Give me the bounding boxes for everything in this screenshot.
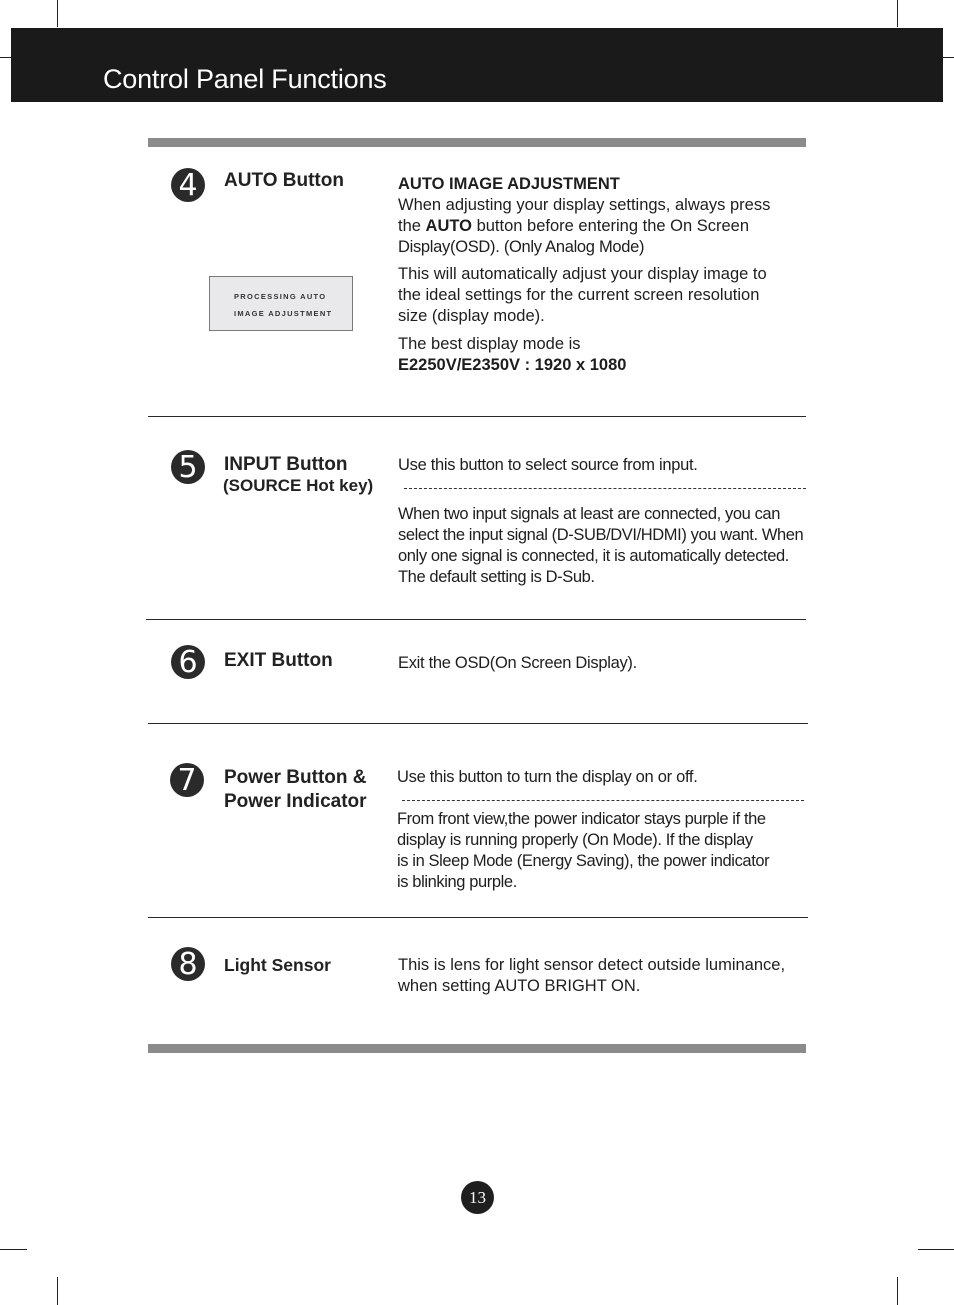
- text-line: The best display mode is: [398, 335, 581, 353]
- section-title-light-sensor: Light Sensor: [224, 955, 331, 975]
- osd-line: IMAGE ADJUSTMENT: [234, 309, 333, 318]
- section-subtitle: (SOURCE Hot key): [223, 476, 374, 495]
- section-title-power: [224, 766, 367, 814]
- text-line: Display(OSD). (Only Analog Mode): [398, 238, 645, 256]
- text-line: is blinking purple.: [397, 873, 517, 891]
- text-span: the: [398, 217, 426, 235]
- divider: [148, 723, 808, 724]
- section-number-7: 7: [170, 763, 204, 797]
- text-line: When adjusting your display settings, always press: [398, 196, 771, 214]
- text-line: Use this button to turn the display on or off.: [397, 768, 698, 786]
- crop-mark: [0, 57, 11, 58]
- best-mode-text: E2250V/E2350V : 1920 x 1080: [398, 356, 627, 374]
- section-description: [398, 504, 803, 588]
- page-title: Control Panel Functions: [103, 64, 387, 94]
- page-number: 13: [461, 1181, 494, 1214]
- text-line: From front view,the power indicator stays purple if the: [397, 810, 766, 828]
- divider: [148, 416, 806, 417]
- text-line: the ideal settings for the current screen resolution: [398, 286, 760, 304]
- page-header: [11, 28, 943, 102]
- section-number-6: 6: [171, 645, 205, 679]
- crop-mark: [918, 1249, 954, 1250]
- crop-mark: [57, 1277, 58, 1305]
- section-number-8: 8: [171, 947, 205, 981]
- top-gray-bar: [148, 138, 806, 147]
- text-span: button before entering the On Screen: [471, 217, 750, 235]
- osd-line: PROCESSING AUTO: [234, 292, 327, 301]
- text-line: The default setting is D-Sub.: [398, 568, 595, 586]
- text-line: This will automatically adjust your display image to: [398, 265, 767, 283]
- section-description: [397, 767, 698, 788]
- divider: [148, 917, 808, 918]
- text-line: When two input signals at least are connected, you can: [398, 505, 780, 523]
- section-title-auto: AUTO Button: [224, 170, 344, 191]
- text-line: when setting AUTO BRIGHT ON.: [398, 977, 641, 995]
- text-line: size (display mode).: [398, 307, 545, 325]
- section-title-input: INPUT Button: [224, 454, 348, 475]
- title-line: Power Indicator: [224, 791, 367, 812]
- title-line: Power Button &: [224, 767, 367, 788]
- text-line: Exit the OSD(On Screen Display).: [398, 654, 637, 672]
- divider: [146, 619, 806, 620]
- section-description: [398, 955, 785, 997]
- section-number-5: 5: [171, 450, 205, 484]
- text-line: is in Sleep Mode (Energy Saving), the power indicator: [397, 852, 770, 870]
- dashed-divider: [402, 800, 804, 801]
- section-description: [398, 174, 770, 376]
- text-line: Use this button to select source from input.: [398, 456, 698, 474]
- crop-mark: [57, 0, 58, 27]
- crop-mark: [0, 1249, 27, 1250]
- text-line: [398, 216, 770, 237]
- section-title-exit: EXIT Button: [224, 650, 333, 671]
- section-heading: AUTO IMAGE ADJUSTMENT: [398, 175, 620, 193]
- text-line: This is lens for light sensor detect outside luminance,: [398, 956, 786, 974]
- text-line: display is running properly (On Mode). If the display: [397, 831, 753, 849]
- text-line: select the input signal (D-SUB/DVI/HDMI) you want. When: [398, 526, 804, 544]
- crop-mark: [897, 1277, 898, 1305]
- section-description: [397, 809, 769, 893]
- section-number-4: 4: [171, 168, 205, 202]
- section-description: [398, 455, 698, 476]
- crop-mark: [943, 57, 954, 58]
- section-description: [398, 653, 637, 674]
- osd-message-box: [209, 276, 353, 331]
- bold-text: AUTO: [425, 217, 472, 235]
- bottom-gray-bar: [148, 1044, 806, 1053]
- crop-mark: [897, 0, 898, 27]
- dashed-divider: [404, 488, 806, 489]
- text-line: only one signal is connected, it is automatically detected.: [398, 547, 789, 565]
